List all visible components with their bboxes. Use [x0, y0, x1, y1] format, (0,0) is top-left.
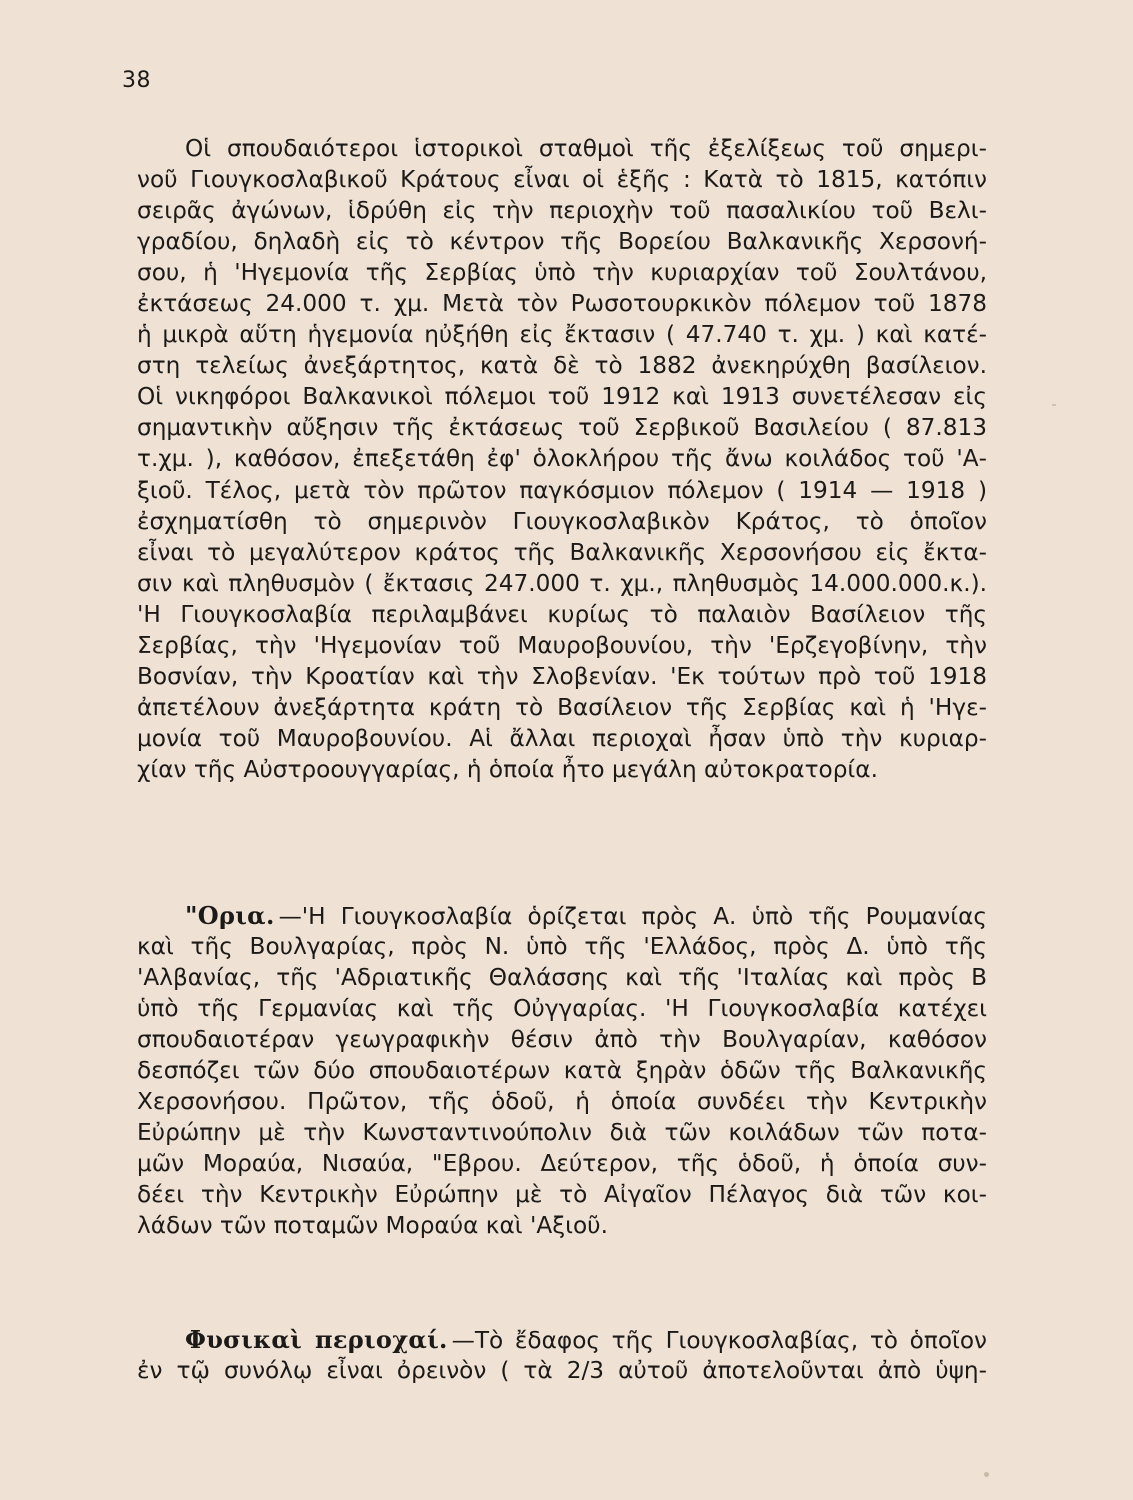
paragraph-borders	[137, 900, 987, 1242]
text-line: Οἱ σπουδαιότεροι ἱστορικοὶ σταθμοὶ τῆς ἐξελίξεως τοῦ σημερι-	[185, 135, 987, 162]
text-line: Σερβίας, τὴν 'Ηγεμονίαν τοῦ Μαυροβουνίου, τὴν 'Ερζεγοβίνην, τὴν	[137, 631, 987, 659]
paper-speck	[1052, 404, 1056, 406]
text-line: σου, ἡ 'Ηγεμονία τῆς Σερβίας ὑπὸ τὴν κυριαρχίαν τοῦ Σουλτάνου,	[137, 259, 987, 287]
text-line: ἀπετέλουν ἀνεξάρτητα κράτη τὸ Βασίλειον τῆς Σερβίας καὶ ἡ 'Ηγε-	[137, 693, 987, 721]
text-line: καὶ τῆς Βουλγαρίας, πρὸς Ν. ὑπὸ τῆς 'Ελλάδος, πρὸς Δ. ὑπὸ τῆς	[137, 933, 987, 961]
text-line: στη τελείως ἀνεξάρτητος, κατὰ δὲ τὸ 1882 ἀνεκηρύχθη βασίλειον.	[137, 352, 987, 380]
text-line: μονία τοῦ Μαυροβουνίου. Αἱ ἄλλαι περιοχαὶ ἦσαν ὑπὸ τὴν κυριαρ-	[137, 724, 987, 752]
text-line: εἶναι τὸ μεγαλύτερον κράτος τῆς Βαλκανικῆς Χερσονήσου εἰς ἔκτα-	[137, 538, 987, 566]
paper-speck	[984, 1472, 989, 1477]
text-line: γραδίου, δηλαδὴ εἰς τὸ κέντρον τῆς Βορείου Βαλκανικῆς Χερσονή-	[137, 228, 987, 256]
text-line: ἡ μικρὰ αὕτη ἡγεμονία ηὐξήθη εἰς ἔκτασιν ( 47.740 τ. χμ. ) καὶ κατέ-	[137, 321, 987, 349]
text-line: Βοσνίαν, τὴν Κροατίαν καὶ τὴν Σλοβενίαν. 'Εκ τούτων πρὸ τοῦ 1918	[137, 662, 987, 690]
text-line: λάδων τῶν ποταμῶν Μοραύα καὶ 'Αξιοῦ.	[137, 1212, 608, 1240]
paragraph-history	[137, 133, 987, 785]
text-line: δεσπόζει τῶν δύο σπουδαιοτέρων κατὰ ξηρὰν ὁδῶν τῆς Βαλκανικῆς	[137, 1057, 987, 1085]
text-line: δέει τὴν Κεντρικὴν Εὐρώπην μὲ τὸ Αἰγαῖον Πέλαγος διὰ τῶν κοι-	[137, 1181, 987, 1209]
section-heading: "Ορια.	[185, 901, 275, 930]
text-line: χίαν τῆς Αὐστροουγγαρίας, ἡ ὁποία ἦτο μεγάλη αὐτοκρατορία.	[137, 755, 878, 783]
text-line: ἐκτάσεως 24.000 τ. χμ. Μετὰ τὸν Ρωσοτουρκικὸν πόλεμον τοῦ 1878	[137, 290, 987, 318]
text-line	[137, 1324, 987, 1355]
text-line: 'Η Γιουγκοσλαβία περιλαμβάνει κυρίως τὸ παλαιὸν Βασίλειον τῆς	[137, 600, 987, 628]
text-line: τ.χμ. ), καθόσον, ἐπεξετάθη ἐφ' ὁλοκλήρου τῆς ἄνω κοιλάδος τοῦ 'Α-	[137, 445, 987, 473]
text-line-body: —Τὸ ἔδαφος τῆς Γιουγκοσλαβίας, τὸ ὁποῖον	[451, 1327, 987, 1354]
text-line: ἐν τῷ συνόλῳ εἶναι ὀρεινὸν ( τὰ 2/3 αὐτοῦ ἀποτελοῦνται ἀπὸ ὑψη-	[137, 1357, 987, 1385]
text-line: νοῦ Γιουγκοσλαβικοῦ Κράτους εἶναι οἱ ἑξῆς : Κατὰ τὸ 1815, κατόπιν	[137, 166, 987, 194]
text-line	[137, 900, 987, 931]
text-line: ὑπὸ τῆς Γερμανίας καὶ τῆς Οὐγγαρίας. 'Η Γιουγκοσλαβία κατέχει	[137, 995, 987, 1023]
text-line: Οἱ νικηφόροι Βαλκανικοὶ πόλεμοι τοῦ 1912 καὶ 1913 συνετέλεσαν εἰς	[137, 383, 987, 411]
text-line: σπουδαιοτέραν γεωγραφικὴν θέσιν ἀπὸ τὴν Βουλγαρίαν, καθόσον	[137, 1026, 987, 1054]
text-line: σημαντικὴν αὔξησιν τῆς ἐκτάσεως τοῦ Σερβικοῦ Βασιλείου ( 87.813	[137, 414, 987, 442]
text-line: σειρᾶς ἀγώνων, ἱδρύθη εἰς τὴν περιοχὴν τοῦ πασαλικίου τοῦ Βελι-	[137, 197, 987, 225]
paragraph-natural-regions	[137, 1324, 987, 1386]
page-number: 38	[122, 68, 151, 93]
text-line: σιν καὶ πληθυσμὸν ( ἔκτασις 247.000 τ. χμ., πληθυσμὸς 14.000.000.κ.).	[137, 569, 987, 597]
text-line: Χερσονήσου. Πρῶτον, τῆς ὁδοῦ, ἡ ὁποία συνδέει τὴν Κεντρικὴν	[137, 1088, 987, 1116]
text-line: ξιοῦ. Τέλος, μετὰ τὸν πρῶτον παγκόσμιον πόλεμον ( 1914 — 1918 )	[137, 476, 987, 504]
text-line: ἐσχηματίσθη τὸ σημερινὸν Γιουγκοσλαβικὸν Κράτος, τὸ ὁποῖον	[137, 507, 987, 535]
text-line-body: —'Η Γιουγκοσλαβία ὁρίζεται πρὸς Α. ὑπὸ τῆς Ρουμανίας	[278, 903, 987, 930]
text-line: μῶν Μοραύα, Νισαύα, "Εβρου. Δεύτερον, τῆς ὁδοῦ, ἡ ὁποία συν-	[137, 1150, 987, 1178]
text-line: Εὐρώπην μὲ τὴν Κωνσταντινούπολιν διὰ τῶν κοιλάδων τῶν ποτα-	[137, 1119, 987, 1147]
section-heading: Φυσικαὶ περιοχαί.	[185, 1325, 448, 1354]
text-line: 'Αλβανίας, τῆς 'Αδριατικῆς Θαλάσσης καὶ τῆς 'Ιταλίας καὶ πρὸς Β	[137, 964, 987, 992]
